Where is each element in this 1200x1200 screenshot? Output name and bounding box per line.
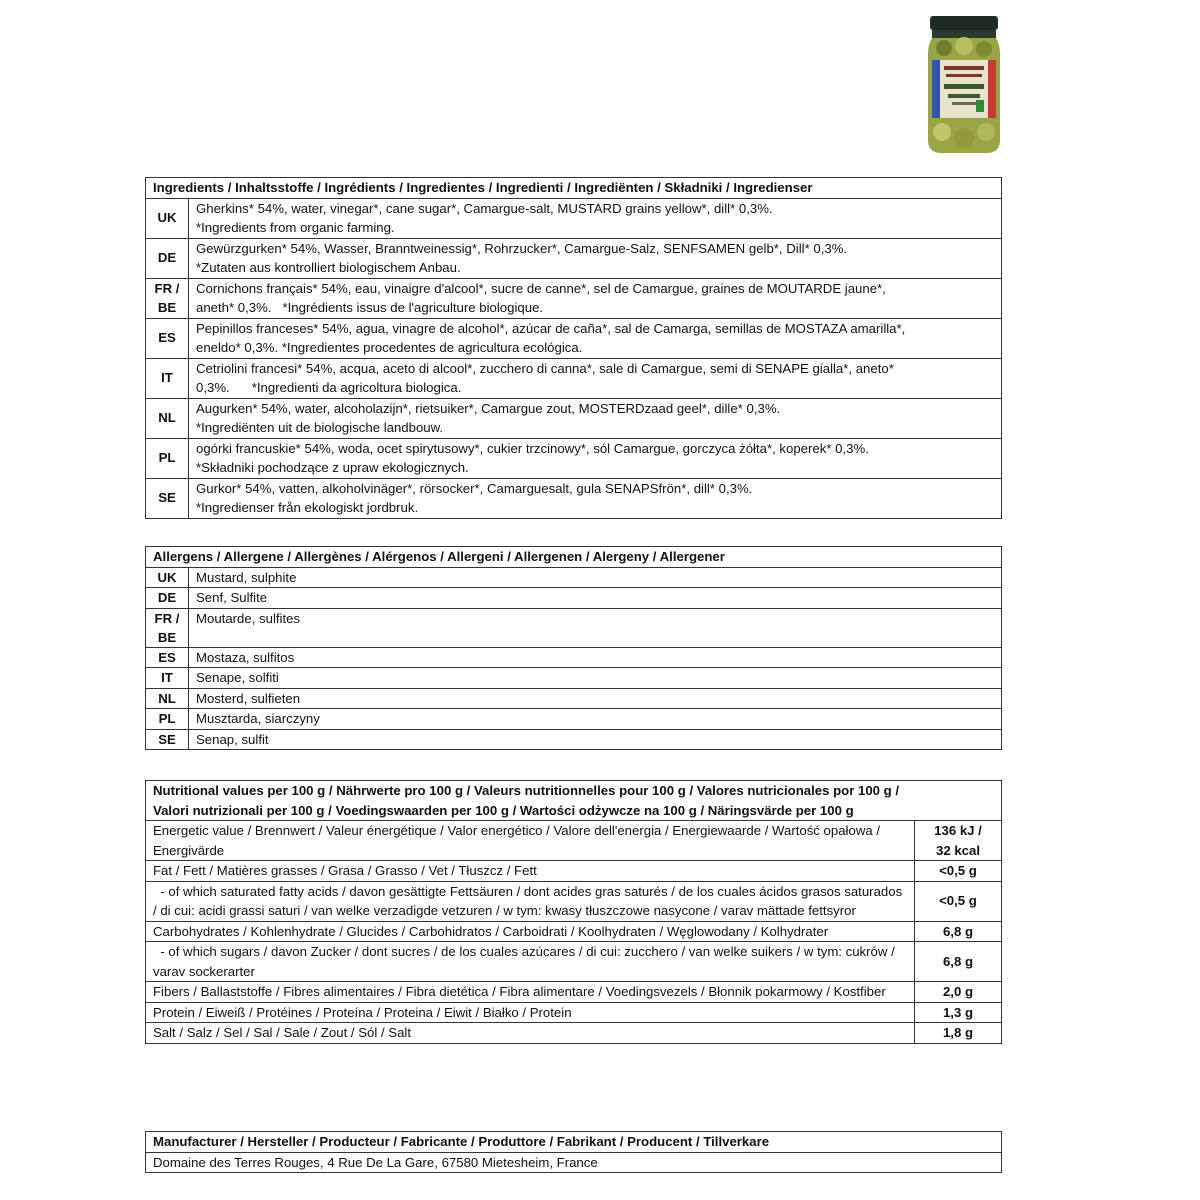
- language-code: ES: [146, 318, 189, 358]
- table-row: [146, 358, 1002, 398]
- ingredients-title: Ingredients / Inhaltsstoffe / Ingrédients / Ingredientes / Ingredienti / Ingrediënten / Składniki / Ingredienser: [146, 178, 1002, 199]
- nutrient-value: 136 kJ / 32 kcal: [915, 821, 1002, 861]
- ingredient-text: Cetriolini francesi* 54%, acqua, aceto di alcool*, zucchero di canna*, sale di Camargue, semi di SENAPE gialla*, aneto* 0,3%. *Ingredienti da agricoltura biologica.: [189, 358, 1002, 398]
- language-code: NL: [146, 688, 189, 709]
- nutrient-label: Fat / Fett / Matières grasses / Grasa / Grasso / Vet / Tłuszcz / Fett: [146, 861, 915, 882]
- language-code: ES: [146, 647, 189, 668]
- table-row: [146, 278, 1002, 318]
- ingredient-text: ogórki francuskie* 54%, woda, ocet spirytusowy*, cukier trzcinowy*, sól Camargue, gorczyca żółta*, koperek* 0,3%. *Składniki pochodzące z upraw ekologicznych.: [189, 438, 1002, 478]
- nutrient-value: 1,8 g: [915, 1023, 1002, 1044]
- language-code: SE: [146, 478, 189, 518]
- nutrition-title: Nutritional values per 100 g / Nährwerte pro 100 g / Valeurs nutritionnelles pour 100 g / Valores nutricionales por 100 g / Valori nutrizionali per 100 g / Voedingswaarden per 100 g / Wartości odżywcze na 100 g / Näringsvärde per 100 g: [146, 781, 1002, 821]
- table-row: [146, 398, 1002, 438]
- table-row: [146, 567, 1002, 588]
- language-code: PL: [146, 709, 189, 730]
- allergen-text: Senf, Sulfite: [189, 588, 1002, 609]
- ingredient-text: Gewürzgurken* 54%, Wasser, Branntweinessig*, Rohrzucker*, Camargue-Salz, SENFSAMEN gelb*, Dill* 0,3%. *Zutaten aus kontrolliert biologischem Anbau.: [189, 238, 1002, 278]
- allergen-text: Senape, solfiti: [189, 668, 1002, 689]
- table-row: [146, 709, 1002, 730]
- allergen-text: Mosterd, sulfieten: [189, 688, 1002, 709]
- nutrient-label: - of which saturated fatty acids / davon gesättigte Fettsäuren / dont acides gras saturés / de los cuales ácidos grasos saturados / di cui: acidi grassi saturi / van welke verzadigde vetzuren / w tym: kwasy tłuszczowe nasycone / varav mättade fettsyror: [146, 881, 915, 921]
- table-row: [146, 1152, 1002, 1173]
- language-code: IT: [146, 668, 189, 689]
- ingredient-text: Augurken* 54%, water, alcoholazijn*, rietsuiker*, Camargue zout, MOSTERDzaad geel*, dille* 0,3%. *Ingrediënten uit de biologische landbouw.: [189, 398, 1002, 438]
- language-code: DE: [146, 238, 189, 278]
- table-row: [146, 982, 1002, 1003]
- ingredient-text: Pepinillos franceses* 54%, agua, vinagre de alcohol*, azúcar de caña*, sal de Camarga, semillas de MOSTAZA amarilla*, eneldo* 0,3%. *Ingredientes procedentes de agricultura ecológica.: [189, 318, 1002, 358]
- nutrient-label: Fibers / Ballaststoffe / Fibres alimentaires / Fibra dietética / Fibra alimentare / Voedingsvezels / Błonnik pokarmowy / Kostfiber: [146, 982, 915, 1003]
- table-row: [146, 942, 1002, 982]
- language-code: IT: [146, 358, 189, 398]
- table-row: [146, 921, 1002, 942]
- table-row: [146, 729, 1002, 750]
- table-row: [146, 238, 1002, 278]
- table-row: [146, 1002, 1002, 1023]
- table-row: [146, 688, 1002, 709]
- nutrient-value: 6,8 g: [915, 921, 1002, 942]
- ingredients-table: [145, 177, 1002, 519]
- nutrient-label: - of which sugars / davon Zucker / dont sucres / de los cuales azúcares / di cui: zucchero / van welke suikers / w tym: cukrów / varav sockerarter: [146, 942, 915, 982]
- language-code: FR / BE: [146, 278, 189, 318]
- allergens-table: [145, 546, 1002, 750]
- allergens-title: Allergens / Allergene / Allergènes / Alérgenos / Allergeni / Allergenen / Alergeny / Allergener: [146, 547, 1002, 568]
- nutrient-label: Carbohydrates / Kohlenhydrate / Glucides / Carbohidratos / Carboidrati / Koolhydraten / Węglowodany / Kolhydrater: [146, 921, 915, 942]
- pickle-jar-image: [926, 14, 1002, 156]
- nutrient-value: <0,5 g: [915, 881, 1002, 921]
- table-row: [146, 478, 1002, 518]
- ingredient-text: Gherkins* 54%, water, vinegar*, cane sugar*, Camargue-salt, MUSTARD grains yellow*, dill* 0,3%. *Ingredients from organic farming.: [189, 198, 1002, 238]
- table-row: [146, 438, 1002, 478]
- nutrient-label: Energetic value / Brennwert / Valeur énergétique / Valor energético / Valore dell'energia / Energiewaarde / Wartość opałowa / Energivärde: [146, 821, 915, 861]
- manufacturer-table: [145, 1131, 1002, 1173]
- table-row: [146, 821, 1002, 861]
- language-code: PL: [146, 438, 189, 478]
- table-row: [146, 198, 1002, 238]
- table-row: [146, 608, 1002, 647]
- allergen-text: Mustard, sulphite: [189, 567, 1002, 588]
- table-row: [146, 668, 1002, 689]
- manufacturer-address: Domaine des Terres Rouges, 4 Rue De La Gare, 67580 Mietesheim, France: [146, 1152, 1002, 1173]
- table-row: [146, 588, 1002, 609]
- table-row: [146, 318, 1002, 358]
- allergen-text: Musztarda, siarczyny: [189, 709, 1002, 730]
- manufacturer-title: Manufacturer / Hersteller / Producteur / Fabricante / Produttore / Fabrikant / Producent / Tillverkare: [146, 1132, 1002, 1153]
- language-code: UK: [146, 198, 189, 238]
- nutrient-value: <0,5 g: [915, 861, 1002, 882]
- allergen-text: Mostaza, sulfitos: [189, 647, 1002, 668]
- table-row: [146, 881, 1002, 921]
- nutrition-table: [145, 780, 1002, 1044]
- language-code: SE: [146, 729, 189, 750]
- nutrient-label: Salt / Salz / Sel / Sal / Sale / Zout / Sól / Salt: [146, 1023, 915, 1044]
- nutrient-value: 6,8 g: [915, 942, 1002, 982]
- language-code: NL: [146, 398, 189, 438]
- ingredient-text: Cornichons français* 54%, eau, vinaigre d'alcool*, sucre de canne*, sel de Camargue, graines de MOUTARDE jaune*, aneth* 0,3%. *Ingrédients issus de l'agriculture biologique.: [189, 278, 1002, 318]
- language-code: FR / BE: [146, 608, 189, 647]
- table-row: [146, 861, 1002, 882]
- allergen-text: Senap, sulfit: [189, 729, 1002, 750]
- nutrient-label: Protein / Eiweiß / Protéines / Proteína / Proteina / Eiwit / Białko / Protein: [146, 1002, 915, 1023]
- ingredient-text: Gurkor* 54%, vatten, alkoholvinäger*, rörsocker*, Camarguesalt, gula SENAPSfrön*, dill* 0,3%. *Ingredienser från ekologiskt jordbruk.: [189, 478, 1002, 518]
- table-row: [146, 1023, 1002, 1044]
- language-code: DE: [146, 588, 189, 609]
- table-row: [146, 647, 1002, 668]
- language-code: UK: [146, 567, 189, 588]
- nutrient-value: 1,3 g: [915, 1002, 1002, 1023]
- nutrient-value: 2,0 g: [915, 982, 1002, 1003]
- allergen-text: Moutarde, sulfites: [189, 608, 1002, 647]
